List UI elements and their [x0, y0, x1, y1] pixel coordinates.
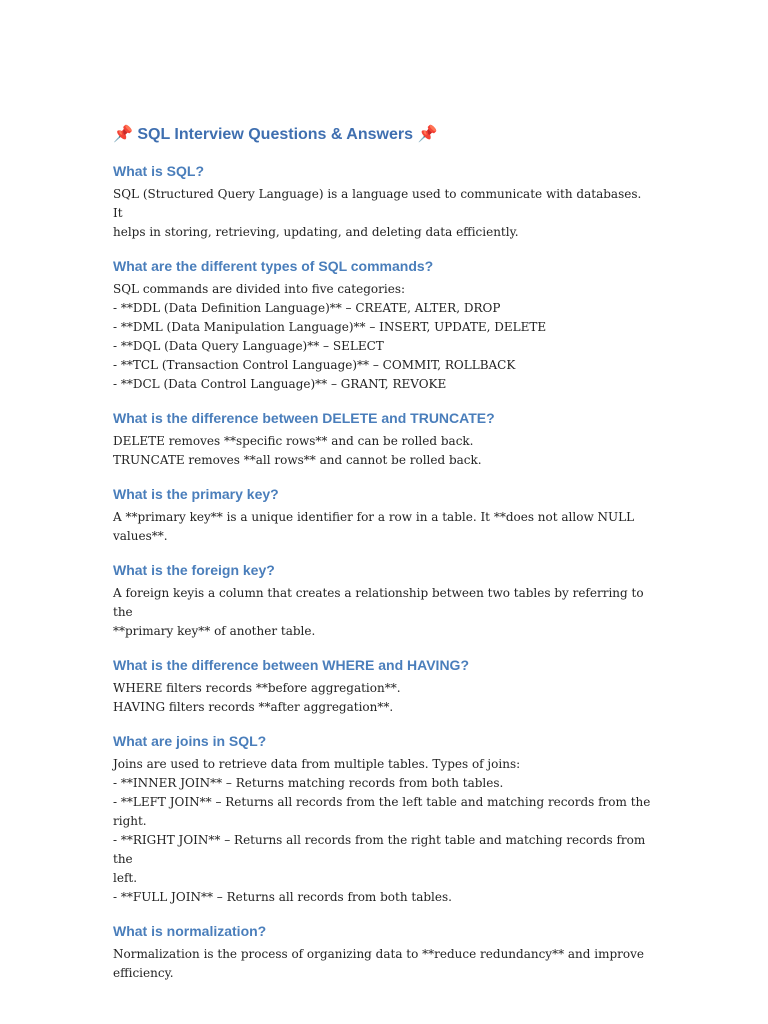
document-page [113, 124, 653, 997]
question-heading: What is the foreign key? [113, 562, 275, 578]
answer-text [113, 584, 653, 641]
answer-line: HAVING filters records **after aggregation**. [113, 700, 394, 714]
question-heading: What is normalization? [113, 923, 267, 939]
document-title: 📌 SQL Interview Questions & Answers 📌 [113, 126, 438, 143]
qa-section [113, 484, 653, 546]
answer-line: A foreign keyis a column that creates a relationship between two tables by referring to the [113, 586, 644, 619]
question-heading: What are the different types of SQL commands? [113, 258, 434, 274]
answer-line: - **TCL (Transaction Control Language)** – COMMIT, ROLLBACK [113, 358, 516, 372]
answer-line: Normalization is the process of organizing data to **reduce redundancy** and improve [113, 947, 645, 961]
qa-section [113, 256, 653, 394]
answer-line: helps in storing, retrieving, updating, and deleting data efficiently. [113, 225, 519, 239]
answer-line: - **LEFT JOIN** – Returns all records from the left table and matching records from the [113, 795, 651, 809]
answer-line: - **DQL (Data Query Language)** – SELECT [113, 339, 384, 353]
qa-section [113, 408, 653, 470]
question-heading: What is the difference between DELETE and TRUNCATE? [113, 410, 495, 426]
answer-line: left. [113, 871, 138, 885]
qa-section [113, 921, 653, 983]
answer-line: - **DCL (Data Control Language)** – GRANT, REVOKE [113, 377, 447, 391]
answer-text [113, 945, 653, 983]
answer-text [113, 280, 653, 394]
answer-text [113, 508, 653, 546]
answer-line: - **FULL JOIN** – Returns all records from both tables. [113, 890, 452, 904]
answer-line: **primary key** of another table. [113, 624, 316, 638]
answer-line: - **INNER JOIN** – Returns matching records from both tables. [113, 776, 504, 790]
answer-line: efficiency. [113, 966, 174, 980]
answer-text [113, 185, 653, 242]
answer-text [113, 755, 653, 907]
sections-container [113, 161, 653, 983]
answer-line: WHERE filters records **before aggregation**. [113, 681, 401, 695]
question-heading: What is SQL? [113, 163, 204, 179]
answer-text [113, 679, 653, 717]
answer-line: A **primary key** is a unique identifier for a row in a table. It **does not allow NULL [113, 510, 635, 524]
answer-line: TRUNCATE removes **all rows** and cannot be rolled back. [113, 453, 482, 467]
qa-section [113, 731, 653, 907]
answer-line: SQL commands are divided into five categories: [113, 282, 406, 296]
answer-line: - **DDL (Data Definition Language)** – CREATE, ALTER, DROP [113, 301, 501, 315]
qa-section [113, 655, 653, 717]
answer-text [113, 432, 653, 470]
answer-line: - **RIGHT JOIN** – Returns all records from the right table and matching records from the [113, 833, 646, 866]
answer-line: SQL (Structured Query Language) is a language used to communicate with databases. It [113, 187, 642, 220]
qa-section [113, 161, 653, 242]
question-heading: What is the primary key? [113, 486, 279, 502]
qa-section [113, 560, 653, 641]
answer-line: right. [113, 814, 147, 828]
answer-line: values**. [113, 529, 168, 543]
answer-line: - **DML (Data Manipulation Language)** – INSERT, UPDATE, DELETE [113, 320, 547, 334]
question-heading: What is the difference between WHERE and HAVING? [113, 657, 470, 673]
question-heading: What are joins in SQL? [113, 733, 267, 749]
answer-line: DELETE removes **specific rows** and can be rolled back. [113, 434, 474, 448]
answer-line: Joins are used to retrieve data from multiple tables. Types of joins: [113, 757, 521, 771]
